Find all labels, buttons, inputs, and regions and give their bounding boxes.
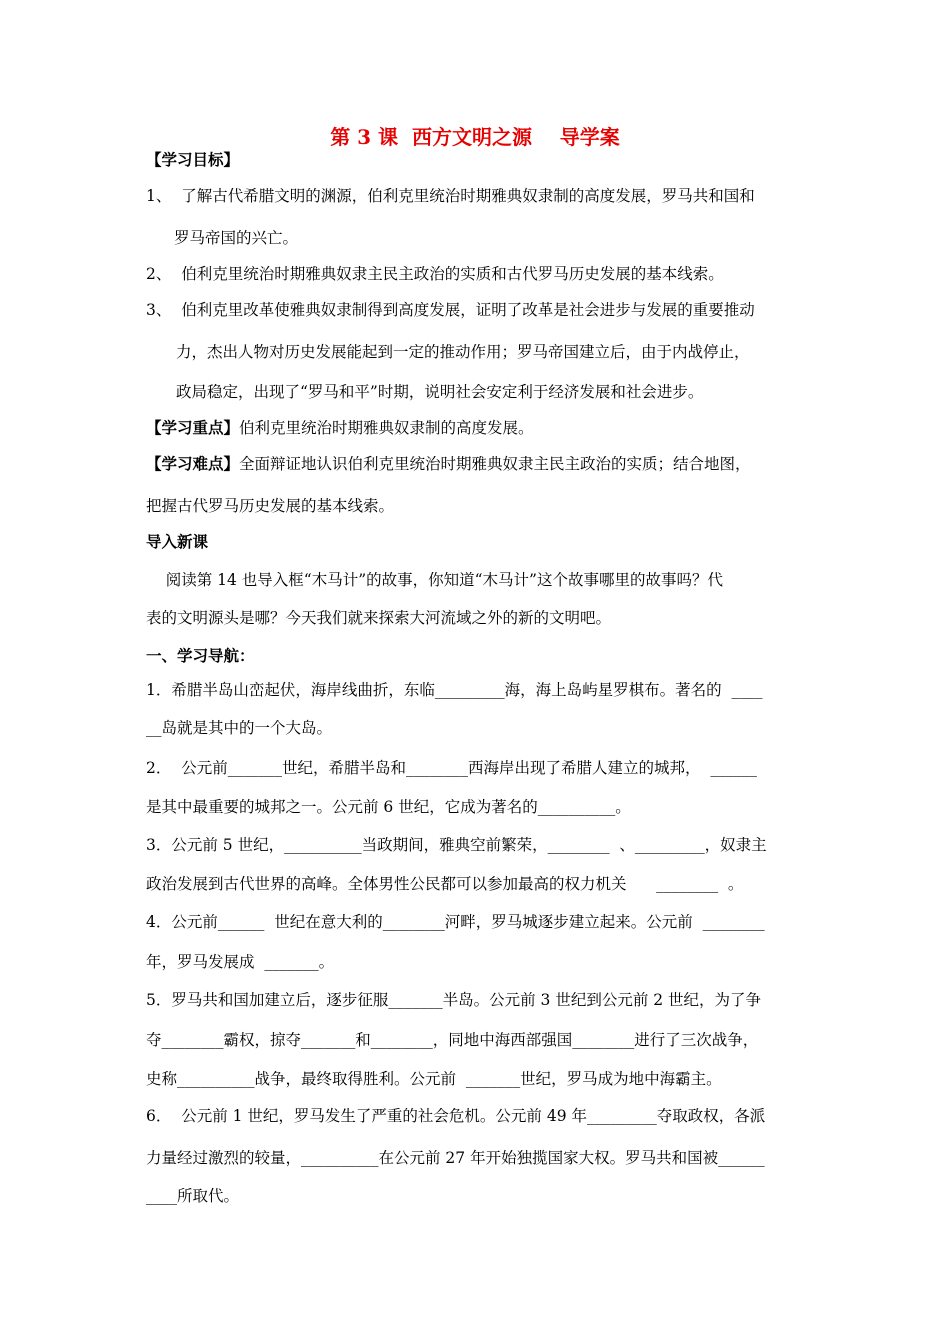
question-5-line-3: 史称__________战争，最终取得胜利。公元前 _______世纪，罗马成为地中海霸主。: [146, 1070, 722, 1088]
question-5-line-2: 夺________霸权，掠夺_______和________，同地中海西部强国________进行了三次战争，: [146, 1031, 759, 1049]
question-3-line-1: 3．公元前 5 世纪，__________当政期间，雅典空前繁荣，________ 、_________，奴隶主: [146, 836, 767, 854]
intro-text-line-2: 表的文明源头是哪？今天我们就来探索大河流域之外的新的文明吧。: [146, 609, 612, 627]
guide-heading: 一、学习导航：: [146, 646, 255, 665]
question-6-line-3: ____所取代。: [146, 1187, 240, 1205]
difficulty-line-1: [146, 454, 751, 474]
question-4-line-2: 年，罗马发展成 _______。: [146, 953, 335, 971]
question-6-line-1: 6． 公元前 1 世纪，罗马发生了严重的社会危机。公元前 49 年_________夺取政权，各派: [146, 1107, 766, 1125]
key-point-text: 伯利克里统治时期雅典奴隶制的高度发展。: [239, 419, 534, 437]
key-point: [146, 418, 534, 438]
question-2-line-2: 是其中最重要的城邦之一。公元前 6 世纪，它成为著名的__________。: [146, 798, 631, 816]
objective-2: 2、 伯利克里统治时期雅典奴隶主民主政治的实质和古代罗马历史发展的基本线索。: [146, 265, 724, 283]
difficulty-line-2: 把握古代罗马历史发展的基本线索。: [146, 497, 395, 515]
question-5-line-1: 5．罗马共和国加建立后，逐步征服_______半岛。公元前 3 世纪到公元前 2 世纪，为了争: [146, 991, 762, 1009]
intro-text-line-1: 阅读第 14 也导入框“木马计”的故事，你知道“木马计”这个故事哪里的故事吗？代: [146, 571, 723, 589]
objective-3-line-1: 3、 伯利克里改革使雅典奴隶制得到高度发展，证明了改革是社会进步与发展的重要推动: [146, 301, 755, 319]
question-3-line-2: 政治发展到古代世界的高峰。全体男性公民都可以参加最高的权力机关 ________ 。: [146, 875, 744, 893]
objective-3-line-2: 力，杰出人物对历史发展能起到一定的推动作用；罗马帝国建立后，由于内战停止，: [176, 343, 750, 361]
question-1-line-1: 1．希腊半岛山峦起伏，海岸线曲折，东临_________海，海上岛屿星罗棋布。著名的 ____: [146, 681, 763, 699]
intro-heading: 导入新课: [146, 532, 209, 551]
question-2-line-1: 2． 公元前_______世纪，希腊半岛和________西海岸出现了希腊人建立的城邦， ______: [146, 759, 757, 777]
question-4-line-1: 4．公元前______ 世纪在意大利的________河畔，罗马城逐步建立起来。公元前 ________: [146, 913, 765, 931]
page-title: 第 3 课 西方文明之源 导学案: [330, 125, 620, 149]
objective-1-line-2: 罗马帝国的兴亡。: [174, 229, 299, 247]
difficulty-text: 全面辩证地认识伯利克里统治时期雅典奴隶主民主政治的实质；结合地图，: [239, 455, 751, 473]
difficulty-label: 【学习难点】: [146, 454, 240, 473]
objective-1-line-1: 1、 了解古代希腊文明的渊源，伯利克里统治时期雅典奴隶制的高度发展，罗马共和国和: [146, 187, 755, 205]
objective-3-line-3: 政局稳定，出现了“罗马和平”时期，说明社会安定利于经济发展和社会进步。: [176, 383, 704, 401]
question-6-line-2: 力量经过激烈的较量，__________在公元前 27 年开始独揽国家大权。罗马共和国被______: [146, 1149, 765, 1167]
objectives-heading: 【学习目标】: [146, 150, 240, 169]
question-1-line-2: __岛就是其中的一个大岛。: [146, 719, 333, 737]
key-point-label: 【学习重点】: [146, 418, 240, 437]
